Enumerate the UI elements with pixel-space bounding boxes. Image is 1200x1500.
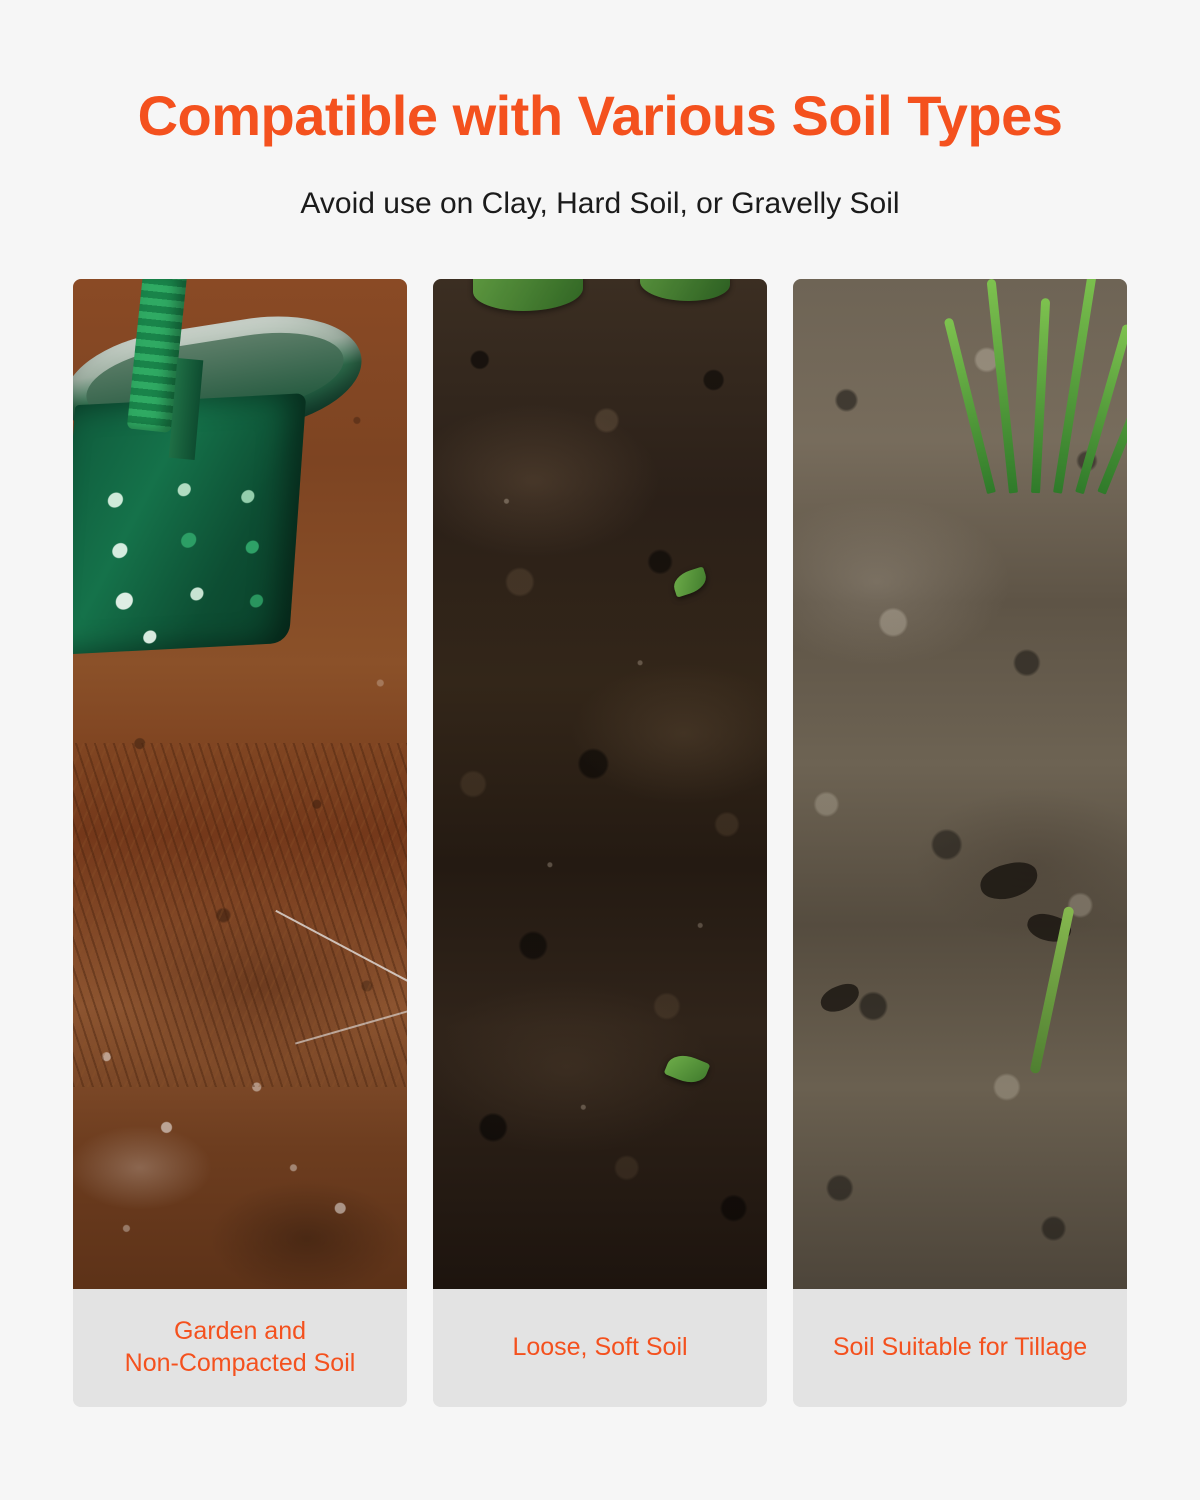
card-caption [793, 1289, 1127, 1407]
card-caption-line-1: Garden and [173, 1317, 307, 1346]
page-title: Compatible with Various Soil Types [137, 84, 1063, 147]
card-caption-line-2: Non-Compacted Soil [124, 1348, 356, 1377]
card-caption-line-1: Soil Suitable for Tillage [832, 1332, 1088, 1361]
soil-type-card [433, 279, 767, 1407]
page-subtitle: Avoid use on Clay, Hard Soil, or Gravelly Soil [300, 186, 900, 220]
card-caption [73, 1289, 407, 1407]
soil-photo-garden [73, 279, 407, 1289]
spreader-holes [81, 473, 294, 653]
card-caption [433, 1289, 767, 1407]
soil-fiber-overlay [73, 743, 407, 1086]
soil-type-card-list [0, 279, 1200, 1407]
soil-speck-overlay [433, 279, 767, 1289]
seed-spreader-illustration [73, 279, 331, 709]
soil-photo-loose [433, 279, 767, 1289]
soil-photo-tillage [793, 279, 1127, 1289]
soil-type-card [793, 279, 1127, 1407]
card-caption-line-1: Loose, Soft Soil [512, 1332, 688, 1361]
grass-shoots-icon [977, 279, 1127, 493]
soil-type-card [73, 279, 407, 1407]
